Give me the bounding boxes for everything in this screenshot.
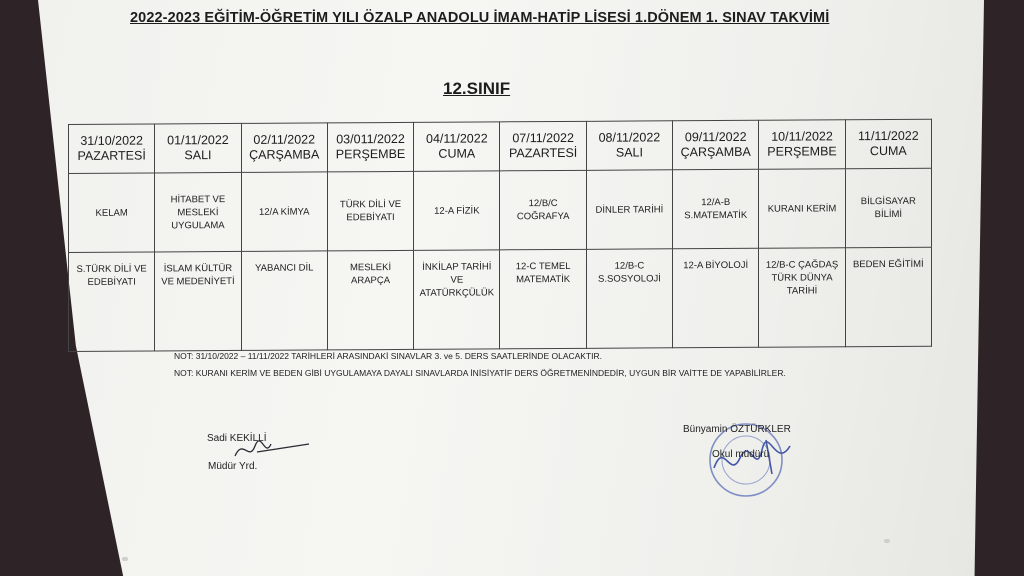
deputy-principal-title: Müdür Yrd. [208, 461, 258, 472]
header-cell-1 [69, 124, 155, 174]
exam-cell: HİTABET VE MESLEKİ UYGULAMA [155, 172, 241, 252]
exam-cell: 12/A KİMYA [241, 172, 327, 252]
date-label: 03/011/2022 [336, 131, 405, 147]
pin-mark [122, 557, 128, 561]
day-label: ÇARŞAMBA [249, 147, 320, 162]
exam-cell: İNKİLAP TARİHİ VE ATATÜRKÇÜLÜK [414, 250, 500, 350]
exam-cell: YABANCI DİL [241, 251, 327, 351]
exam-cell: 12-A BİYOLOJİ [673, 248, 759, 348]
note-exam-hours: NOT: 31/10/2022 – 11/11/2022 TARİHLERİ ARASINDAKİ SINAVLAR 3. ve 5. DERS SAATLERİNDE OLACAKTIR. [174, 351, 603, 361]
deputy-principal-name: Sadi KEKİLLİ [207, 433, 267, 444]
exam-schedule-table [68, 119, 932, 352]
day-label: SALI [615, 145, 643, 160]
day-label: PERŞEMBE [335, 146, 406, 162]
exam-row-1 [69, 168, 932, 252]
header-cell-4 [327, 122, 413, 172]
header-cell-5 [414, 122, 500, 172]
date-label: 01/11/2022 [167, 133, 229, 148]
pin-mark [884, 539, 890, 543]
date-label: 11/11/2022 [857, 128, 919, 144]
date-label: 02/11/2022 [253, 132, 316, 147]
date-label: 09/11/2022 [684, 129, 747, 145]
header-cell-2 [155, 123, 241, 173]
day-label: PAZARTESİ [77, 148, 146, 163]
exam-cell: BEDEN EĞİTİMİ [845, 247, 931, 347]
day-label: ÇARŞAMBA [680, 144, 751, 160]
date-label: 10/11/2022 [771, 129, 833, 144]
exam-cell: 12/B-C S.SOSYOLOJİ [586, 249, 672, 349]
day-label: PAZARTESİ [508, 145, 578, 161]
exam-cell: 12/B/C COĞRAFYA [500, 170, 586, 250]
principal-title: Okul müdürü [712, 449, 770, 460]
date-label: 04/11/2022 [426, 131, 488, 146]
exam-cell: 12/A-B S.MATEMATİK [673, 169, 759, 249]
header-cell-9 [759, 120, 845, 170]
day-label: CUMA [869, 143, 907, 159]
class-title: 12.SINIF [443, 79, 511, 98]
exam-row-2 [69, 247, 932, 351]
date-label: 31/10/2022 [80, 133, 143, 148]
header-cell-3 [241, 123, 327, 173]
exam-cell: 12/B-C ÇAĞDAŞ TÜRK DÜNYA TARİHİ [759, 248, 845, 348]
header-cell-8 [673, 120, 759, 170]
exam-cell: KURANI KERİM [759, 169, 845, 249]
exam-cell: İSLAM KÜLTÜR VE MEDENİYETİ [155, 251, 241, 351]
header-cell-10 [845, 119, 931, 169]
header-row [69, 119, 932, 173]
header-cell-7 [586, 121, 672, 171]
exam-cell: MESLEKİ ARAPÇA [327, 250, 413, 350]
exam-cell: BİLGİSAYAR BİLİMİ [845, 168, 931, 248]
day-label: PERŞEMBE [767, 144, 837, 159]
header-cell-6 [500, 121, 586, 171]
day-label: SALI [184, 148, 212, 163]
date-label: 08/11/2022 [598, 130, 661, 145]
exam-cell: TÜRK DİLİ VE EDEBİYATI [327, 171, 413, 251]
day-label: CUMA [438, 146, 476, 161]
exam-cell: DİNLER TARİHİ [586, 170, 672, 250]
note-practical-exams: NOT: KURANI KERİM VE BEDEN GİBİ UYGULAMAYA DAYALI SINAVLARDA İNİSİYATİF DERS ÖĞRETMENİNDEDİR, UYGUN BİR VAİTTE DE YAPABİLİRLER. [174, 368, 786, 378]
exam-cell: KELAM [69, 173, 155, 253]
document-title: 2022-2023 EĞİTİM-ÖĞRETİM YILI ÖZALP ANADOLU İMAM-HATİP LİSESİ 1.DÖNEM 1. SINAV TAKVİMİ [130, 10, 830, 26]
exam-cell: 12-C TEMEL MATEMATİK [500, 249, 586, 349]
exam-cell: 12-A FİZİK [414, 171, 500, 251]
principal-name: Bünyamin ÖZTÜRKLER [683, 424, 791, 435]
date-label: 07/11/2022 [512, 130, 574, 146]
exam-cell: S.TÜRK DİLİ VE EDEBİYATI [69, 252, 155, 352]
